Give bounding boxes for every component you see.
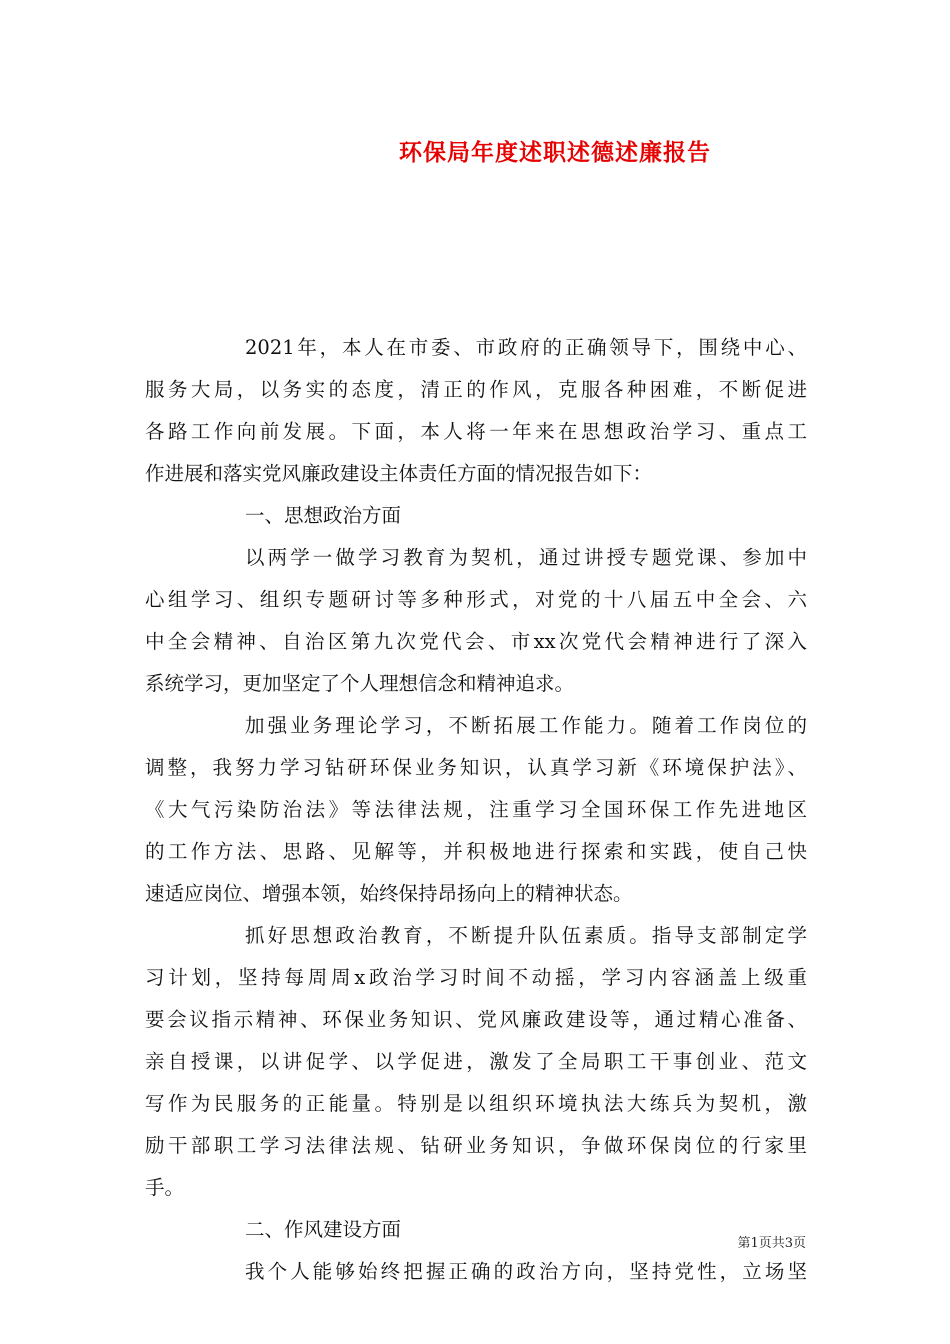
text-line: 服务大局，以务实的态度，清正的作风，克服各种困难，不断促进 [145, 378, 807, 401]
text-line: 抓好思想政治教育，不断提升队伍素质。指导支部制定学 [245, 924, 807, 947]
text-line: 二、作风建设方面 [245, 1218, 402, 1241]
text-line: 写作为民服务的正能量。特别是以组织环境执法大练兵为契机，激 [145, 1092, 807, 1115]
text-line: 励干部职工学习法律法规、钻研业务知识，争做环保岗位的行家里 [145, 1134, 807, 1157]
text-line: 以两学一做学习教育为契机，通过讲授专题党课、参加中 [245, 546, 807, 569]
text-line: 心组学习、组织专题研讨等多种形式，对党的十八届五中全会、六 [145, 588, 807, 611]
text-line: 各路工作向前发展。下面，本人将一年来在思想政治学习、重点工 [145, 420, 807, 443]
text-line: 习计划，坚持每周周x政治学习时间不动摇，学习内容涵盖上级重 [145, 966, 807, 989]
text-line: 2021年，本人在市委、市政府的正确领导下，围绕中心、 [245, 336, 807, 359]
text-line: 《大气污染防治法》等法律法规，注重学习全国环保工作先进地区 [145, 798, 807, 821]
document-body [145, 327, 807, 1293]
text-line: 加强业务理论学习，不断拓展工作能力。随着工作岗位的 [245, 714, 807, 737]
text-line: 亲自授课，以讲促学、以学促进，激发了全局职工干事创业、范文 [145, 1050, 807, 1073]
text-line: 作进展和落实党风廉政建设主体责任方面的情况报告如下： [145, 462, 653, 485]
text-line: 我个人能够始终把握正确的政治方向，坚持党性，立场坚 [245, 1260, 807, 1283]
text-line: 手。 [145, 1176, 185, 1199]
document-title: 环保局年度述职述德述廉报告 [399, 140, 711, 166]
text-line: 系统学习，更加坚定了个人理想信念和精神追求。 [145, 672, 575, 695]
text-line: 中全会精神、自治区第九次党代会、市xx次党代会精神进行了深入 [145, 630, 807, 653]
text-line: 调整，我努力学习钻研环保业务知识，认真学习新《环境保护法》、 [145, 756, 807, 779]
text-line: 要会议指示精神、环保业务知识、党风廉政建设等，通过精心准备、 [145, 1008, 807, 1031]
page-footer: 第1页共3页 [737, 1236, 806, 1251]
text-line: 一、思想政治方面 [245, 504, 402, 527]
text-line: 的工作方法、思路、见解等，并积极地进行探索和实践，使自己快 [145, 840, 807, 863]
text-line: 速适应岗位、增强本领，始终保持昂扬向上的精神状态。 [145, 882, 633, 905]
